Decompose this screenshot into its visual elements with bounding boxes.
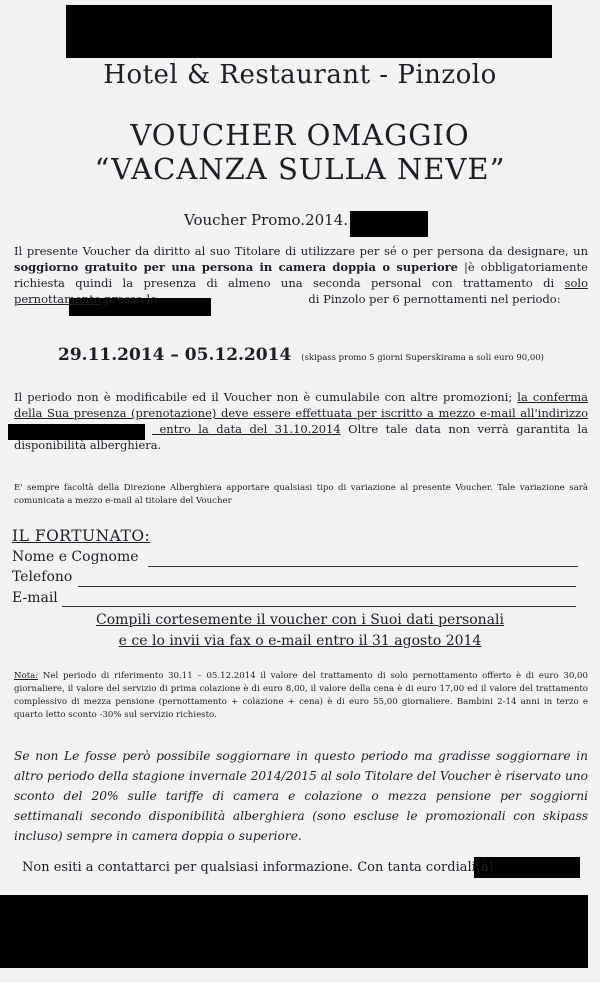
instructions-line2: e ce lo invii via fax o e-mail entro il 31 agosto 2014: [118, 633, 482, 649]
email-label: E-mail: [12, 590, 58, 606]
skipass-note: (skipass promo 5 giorni Superskirama a soli euro 90,00): [301, 353, 544, 363]
form-heading: IL FORTUNATO:: [12, 527, 151, 545]
instructions-line1: Compili cortesemente il voucher con i Suoi dati personali: [96, 612, 504, 628]
closing-line: Non esiti a contattarci per qualsiasi informazione. Con tanta cordialità!: [22, 860, 494, 875]
fill-instructions: [0, 610, 600, 652]
phone-label: Telefono: [12, 569, 73, 585]
conditions-paragraph: [14, 389, 588, 453]
intro-text-2: |è obbligatoriamente richiesta quindi la presenza di almeno una seconda personal con trattamento di: [14, 260, 588, 290]
intro-text-4: di Pinzolo per 6 pernottamenti nel periodo:: [304, 292, 561, 306]
variation-note: E' sempre facoltà della Direzione Alberghiera apportare qualsiasi tipo di variazione al presente Voucher. Tale variazione sarà comunicata a mezzo e-mail al titolare del Voucher: [14, 483, 588, 506]
voucher-title: [0, 118, 600, 186]
conditions-text-1: Il periodo non è modificabile ed il Voucher non è cumulabile con altre promozioni;: [14, 390, 518, 404]
redacted-footer-block: [0, 895, 588, 968]
intro-text-1: Il presente Voucher da diritto al suo Titolare di utilizzare per sé o per persona da designare, un: [14, 244, 588, 258]
intro-text-3: presso lo: [100, 292, 161, 306]
intro-bold: soggiorno gratuito per una persona in camera doppia o superiore: [14, 260, 458, 274]
voucher-title-line2: “VACANZA SULLA NEVE”: [94, 152, 506, 186]
period-dates: 29.11.2014 – 05.12.2014: [58, 345, 292, 365]
intro-paragraph: [14, 243, 588, 307]
name-input-line[interactable]: [148, 566, 578, 567]
phone-input-line[interactable]: [78, 586, 576, 587]
conditions-text-2: Oltre tale data non verrà garantita la disponibilità alberghiera.: [14, 422, 588, 452]
conditions-underlined-1: la conferma della Sua presenza (prenotazione) deve essere effettuata per iscritto a mezzo e-mail all'indirizzo: [14, 390, 589, 420]
nota-paragraph: [14, 670, 588, 722]
redacted-promo-code: [350, 211, 428, 237]
name-label: Nome e Cognome: [12, 549, 139, 565]
intro-underlined: solo pernottamento: [14, 276, 588, 306]
conditions-underlined-2: entro la data del 31.10.2014: [152, 422, 341, 436]
promo-code-label: Voucher Promo.2014.: [184, 211, 349, 229]
hotel-title: Hotel & Restaurant - Pinzolo: [103, 60, 497, 90]
nota-label: Nota:: [14, 671, 39, 681]
email-input-line[interactable]: [62, 606, 576, 607]
alternative-offer: Se non Le fosse però possibile soggiornare in questo periodo ma gradisse soggiornare in altro periodo della stagione invernale 2014/2015 al solo Titolare del Voucher è riservato uno sconto del 20% sulle tariffe di camera e colazione o mezza pensione per soggiorni settimanali secondo disponibilità alberghiera (sono escluse le promozionali con skipass incluso) sempre in camera doppia o superiore.: [14, 749, 588, 843]
period-dates-row: [58, 345, 544, 365]
redacted-header-block: [66, 5, 552, 58]
voucher-title-line1: VOUCHER OMAGGIO: [130, 118, 470, 152]
nota-text: Nel periodo di riferimento 30.11 – 05.12.2014 il valore del trattamento di solo pernottamento offerto è di euro 30,00 giornaliere, il valore del servizio di prima colazione è di euro 8,00, il valore della cena è di euro 17,00 ed il valore del trattamento complessivo di mezza pensione (pernottamento + colazione + cena) è di euro 55,00 giornaliere. Bambini 2-14 anni in terzo e quarto letto sconto -30% sul servizio richiesto.: [14, 671, 588, 720]
